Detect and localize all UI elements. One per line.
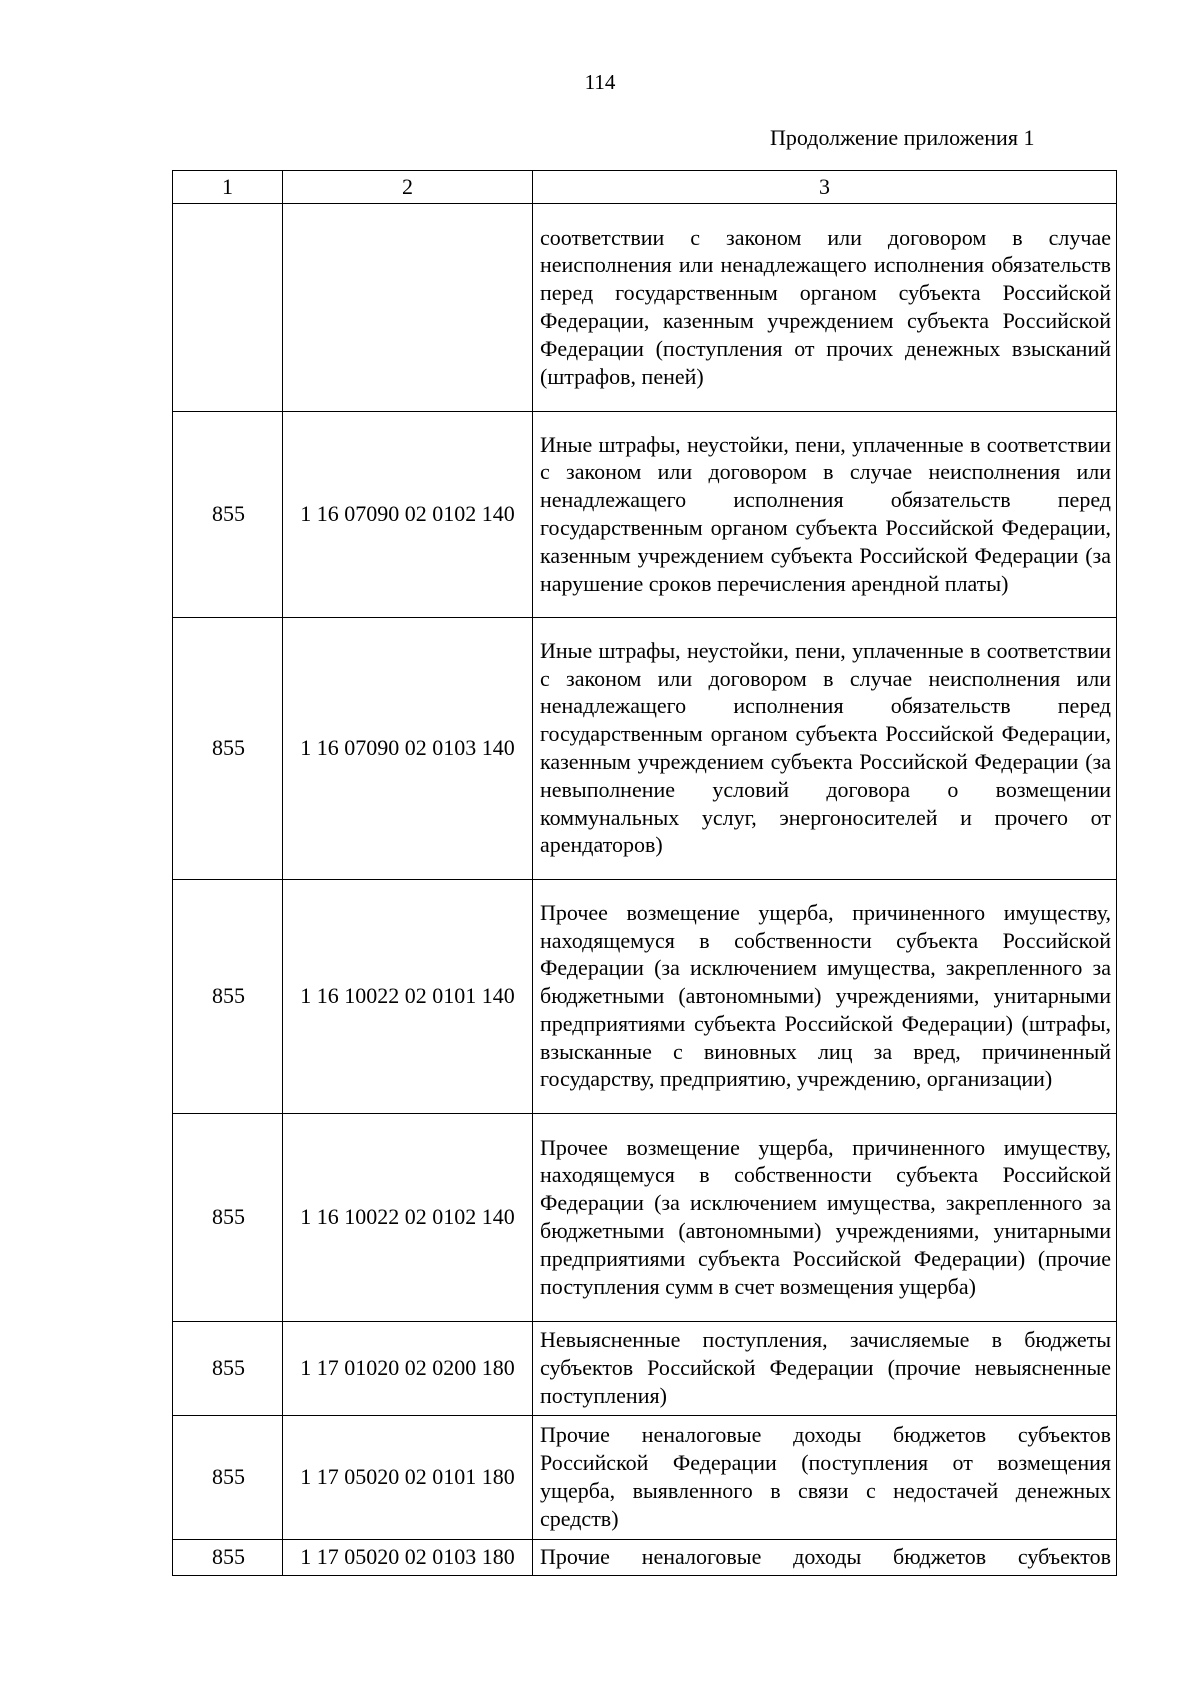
budget-code-cell: 1 16 07090 02 0103 140 [283, 618, 533, 880]
description-cell: Прочее возмещение ущерба, причиненного имуществу, находящемуся в собственности субъекта Российской Федерации (за исключением имущества, закрепленного за бюджетными (автономными) учреждениями, унитарными предприятиями субъекта Российской Федерации) (прочие поступления сумм в счет возмещения ущерба) [533, 1114, 1117, 1322]
table-row [173, 1322, 1117, 1416]
description-cell: Прочие неналоговые доходы бюджетов субъектов [533, 1540, 1117, 1576]
description-cell: Прочие неналоговые доходы бюджетов субъектов Российской Федерации (поступления от возмещения ущерба, выявленного в связи с недостачей денежных средств) [533, 1416, 1117, 1540]
budget-code-cell: 1 16 07090 02 0102 140 [283, 412, 533, 618]
budget-code-cell: 1 16 10022 02 0101 140 [283, 880, 533, 1114]
admin-code-cell: 855 [173, 880, 283, 1114]
page-number: 114 [584, 70, 616, 94]
header-cell-3: 3 [533, 171, 1117, 204]
table-row [173, 1114, 1117, 1322]
table-row [173, 412, 1117, 618]
admin-code-cell [173, 204, 283, 412]
table-row [173, 1416, 1117, 1540]
budget-code-cell: 1 17 05020 02 0101 180 [283, 1416, 533, 1540]
budget-code-cell: 1 17 01020 02 0200 180 [283, 1322, 533, 1416]
admin-code-cell: 855 [173, 1540, 283, 1576]
budget-code-cell: 1 16 10022 02 0102 140 [283, 1114, 533, 1322]
header-cell-1: 1 [173, 171, 283, 204]
income-codes-table [172, 170, 1117, 1576]
table-row [173, 1540, 1117, 1576]
budget-code-cell [283, 204, 533, 412]
description-cell: Иные штрафы, неустойки, пени, уплаченные в соответствии с законом или договором в случае неисполнения или ненадлежащего исполнения обязательств перед государственным органом субъекта Российской Федерации, казенным учреждением субъекта Российской Федерации (за невыполнение условий договора о возмещении коммунальных услуг, энергоносителей и прочего от арендаторов) [533, 618, 1117, 880]
continuation-label: Продолжение приложения 1 [770, 125, 1035, 150]
table-row [173, 618, 1117, 880]
description-cell: Прочее возмещение ущерба, причиненного имуществу, находящемуся в собственности субъекта Российской Федерации (за исключением имущества, закрепленного за бюджетными (автономными) учреждениями, унитарными предприятиями субъекта Российской Федерации) (штрафы, взысканные с виновных лиц за вред, причиненный государству, предприятию, учреждению, организации) [533, 880, 1117, 1114]
table-row [173, 204, 1117, 412]
budget-code-cell: 1 17 05020 02 0103 180 [283, 1540, 533, 1576]
header-cell-2: 2 [283, 171, 533, 204]
table-row [173, 880, 1117, 1114]
admin-code-cell: 855 [173, 1322, 283, 1416]
description-cell: Невыясненные поступления, зачисляемые в бюджеты субъектов Российской Федерации (прочие невыясненные поступления) [533, 1322, 1117, 1416]
description-cell: Иные штрафы, неустойки, пени, уплаченные в соответствии с законом или договором в случае неисполнения или ненадлежащего исполнения обязательств перед государственным органом субъекта Российской Федерации, казенным учреждением субъекта Российской Федерации (за нарушение сроков перечисления арендной платы) [533, 412, 1117, 618]
admin-code-cell: 855 [173, 1114, 283, 1322]
admin-code-cell: 855 [173, 1416, 283, 1540]
table-header-row [173, 171, 1117, 204]
description-cell: соответствии с законом или договором в случае неисполнения или ненадлежащего исполнения обязательств перед государственным органом субъекта Российской Федерации, казенным учреждением субъекта Российской Федерации (поступления от прочих денежных взысканий (штрафов, пеней) [533, 204, 1117, 412]
admin-code-cell: 855 [173, 618, 283, 880]
admin-code-cell: 855 [173, 412, 283, 618]
